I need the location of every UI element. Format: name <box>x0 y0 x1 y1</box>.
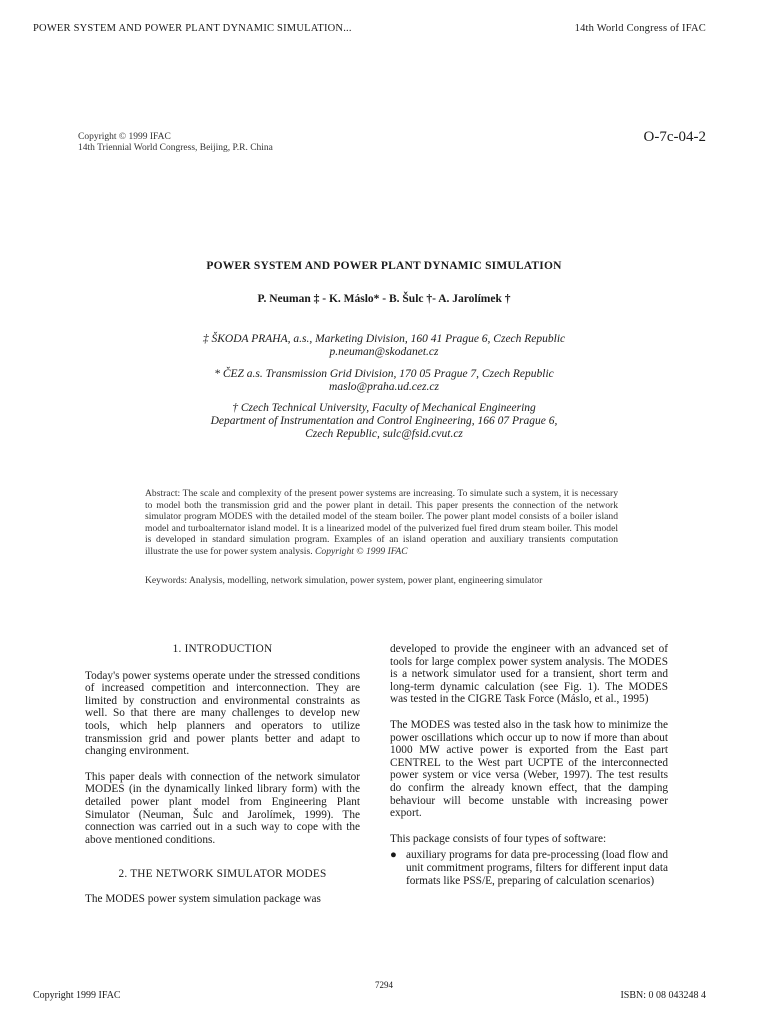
congress-line: 14th Triennial World Congress, Beijing, P.R. China <box>78 143 273 153</box>
affiliation-line: † Czech Technical University, Faculty of Mechanical Engineering <box>232 402 536 414</box>
copyright-block <box>78 132 273 154</box>
modes-paragraph: developed to provide the engineer with an advanced set of tools for large complex power system analysis. The MODES is a network simulator used for a transient, short term and long-term dynamic calculation (see Fig. 1). The MODES was tested in the CIGRE Task Force (Máslo, et al., 1995) <box>390 643 668 706</box>
section-heading-introduction: 1. INTRODUCTION <box>172 643 273 655</box>
footer-isbn: ISBN: 0 08 043248 4 <box>620 990 706 1001</box>
affiliation-email: Czech Republic, sulc@fsid.cvut.cz <box>305 428 463 440</box>
modes-paragraph: The MODES power system simulation package was <box>85 892 321 905</box>
bullet-icon: ● <box>390 849 397 862</box>
section-heading-modes: 2. THE NETWORK SIMULATOR MODES <box>118 868 327 881</box>
footer-copyright: Copyright 1999 IFAC <box>33 990 121 1001</box>
author-list: P. Neuman ‡ - K. Máslo* - B. Šulc †- A. Jarolímek † <box>257 293 511 305</box>
running-header-left: POWER SYSTEM AND POWER PLANT DYNAMIC SIMULATION... <box>33 23 352 34</box>
abstract-copyright: Copyright © 1999 IFAC <box>315 545 408 557</box>
affiliation-cez <box>0 368 768 394</box>
running-header-right: 14th World Congress of IFAC <box>574 23 706 34</box>
modes-paragraph: The MODES was tested also in the task how to minimize the power oscillations which occur up to now if more than about 1000 MW active power is exported from the East part CENTREL to the West part UCPTE of the interconnected power system or vice versa (Weber, 1997). The test results do confirm the already known effect, that the damping behaviour will become unstable with increasing power export. <box>390 718 668 820</box>
abstract-text: Abstract: The scale and complexity of the present power systems are increasing. To simulate such a system, it is necessary to model both the transmission grid and the power plant in detail. This paper presents the connection of the network simulator program MODES with the detailed model of the steam boiler. The power plant model consists of a boiler island model and turboalternator island model. It is a linearized model of the pulverized fuel fired drum steam boiler. This model is developed in standard simulation program. Examples of an island operation and auxiliary transients computation illustrate the use for power system analysis. <box>145 488 618 557</box>
affiliation-line: * ČEZ a.s. Transmission Grid Division, 170 05 Prague 7, Czech Republic <box>214 368 554 380</box>
software-intro: This package consists of four types of software: <box>390 832 607 845</box>
affiliation-email: maslo@praha.ud.cez.cz <box>329 381 439 393</box>
intro-paragraph: This paper deals with connection of the network simulator MODES (in the dynamically linked library form) with the detailed power plant model from Engineering Plant Simulator (Neuman, Šulc and Jarolímek, 1999). The connection was carried out in a such way to cope with the above mentioned conditions. <box>85 770 360 846</box>
affiliation-ctu <box>0 402 768 441</box>
affiliation-line: Department of Instrumentation and Control Engineering, 166 07 Prague 6, <box>210 415 558 427</box>
list-item-text: auxiliary programs for data pre-processing (load flow and unit commitment programs, filters for different input data formats like PSS/E, preparing of calculation scenarios) <box>406 849 668 887</box>
left-column <box>85 643 360 919</box>
keywords: Keywords: Analysis, modelling, network simulation, power system, power plant, engineering simulator <box>145 575 543 586</box>
affiliation-line: ‡ ŠKODA PRAHA, a.s., Marketing Division, 160 41 Prague 6, Czech Republic <box>202 333 566 345</box>
right-column <box>390 643 668 887</box>
copyright-line: Copyright © 1999 IFAC <box>78 132 171 142</box>
list-item <box>390 849 668 887</box>
affiliation-skoda <box>0 333 768 359</box>
intro-paragraph: Today's power systems operate under the stressed conditions of increased competition and interconnection. They are limited by construction and environmental constraints as well. So that there are many challenges to develop new tools, which help planners and operators to utilize transmission grid and power plants better and adapt to changing environment. <box>85 669 360 758</box>
paper-code: O-7c-04-2 <box>643 129 706 145</box>
page-number: 7294 <box>375 980 393 990</box>
paper-title: POWER SYSTEM AND POWER PLANT DYNAMIC SIMULATION <box>206 260 562 272</box>
abstract <box>145 488 618 558</box>
affiliation-email: p.neuman@skodanet.cz <box>329 346 439 358</box>
